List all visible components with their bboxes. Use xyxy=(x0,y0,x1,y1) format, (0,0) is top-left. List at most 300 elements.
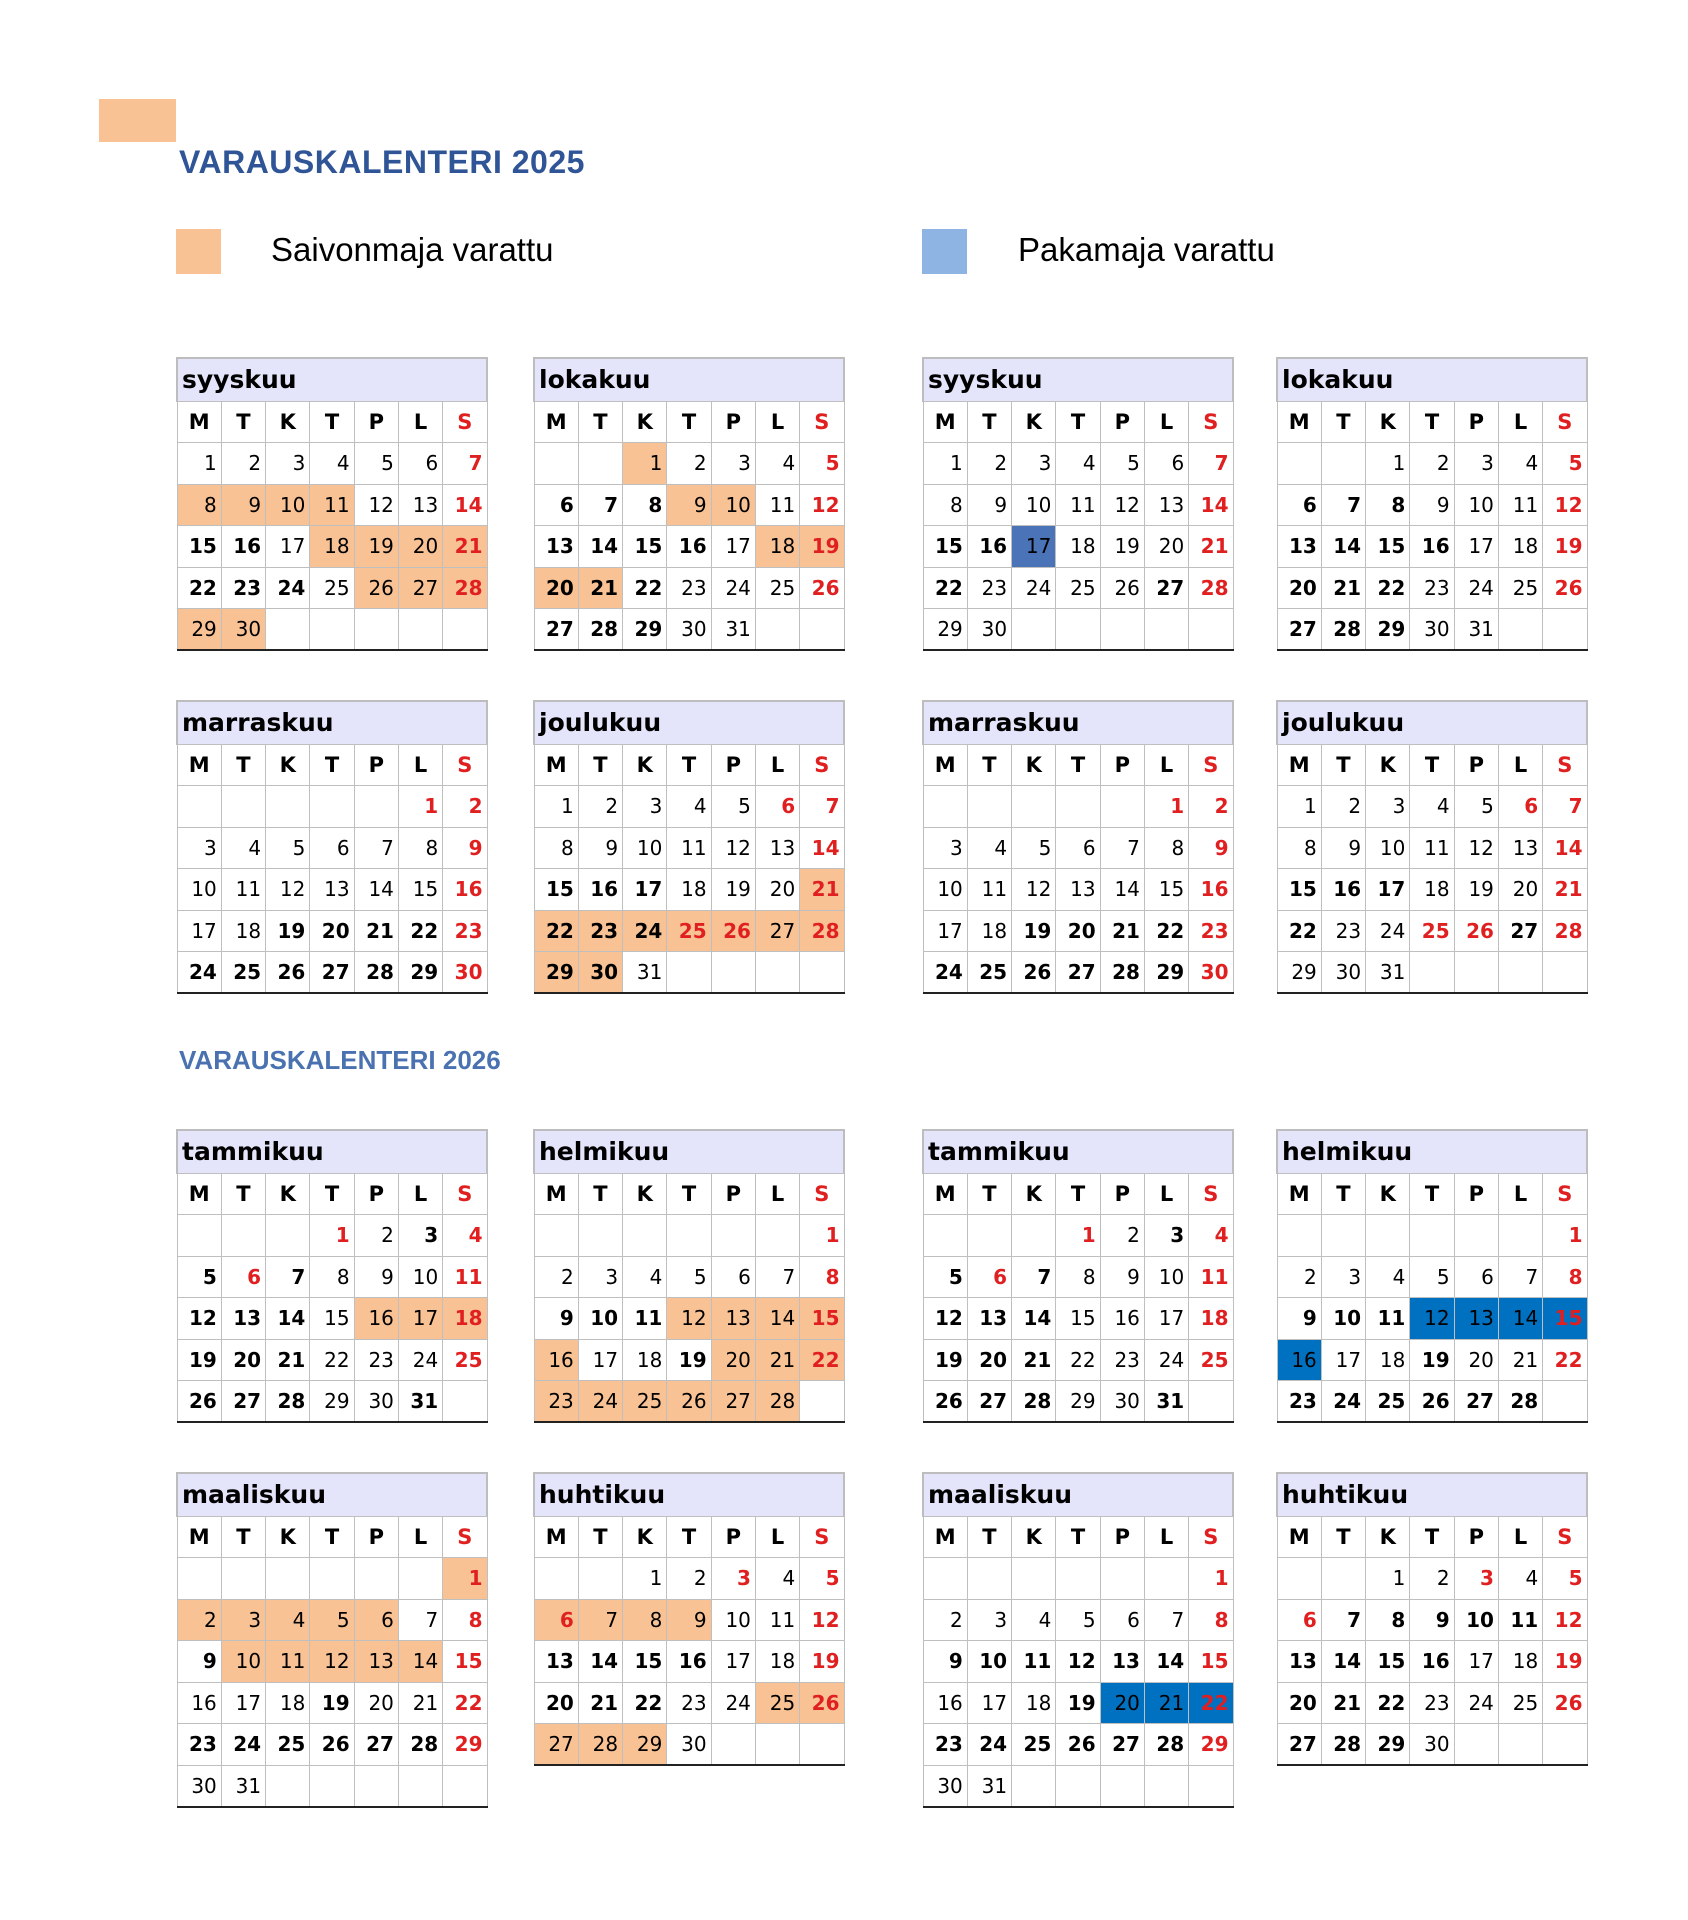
day-cell: 17 xyxy=(1144,1298,1188,1340)
day-cell: 23 xyxy=(1277,1381,1321,1423)
day-cell: 27 xyxy=(755,910,799,952)
weekday-header: K xyxy=(266,1173,310,1215)
day-cell: 5 xyxy=(1410,1256,1454,1298)
day-cell: 21 xyxy=(755,1339,799,1381)
day-cell: 17 xyxy=(398,1298,442,1340)
weekday-header: M xyxy=(177,401,221,443)
day-cell: 21 xyxy=(398,1682,442,1724)
day-cell: 7 xyxy=(800,786,844,828)
day-cell: 14 xyxy=(578,1641,622,1683)
day-cell: 3 xyxy=(711,1558,755,1600)
weekday-header: K xyxy=(1366,1173,1410,1215)
weekday-header: T xyxy=(310,1516,354,1558)
day-cell: 23 xyxy=(354,1339,398,1381)
day-cell: 16 xyxy=(221,526,265,568)
day-cell: 24 xyxy=(221,1724,265,1766)
day-cell: 5 xyxy=(1012,827,1056,869)
day-cell: 7 xyxy=(755,1256,799,1298)
day-cell: 28 xyxy=(800,910,844,952)
day-cell: 30 xyxy=(923,1765,967,1807)
day-cell: 13 xyxy=(1454,1298,1498,1340)
weekday-header: K xyxy=(266,744,310,786)
day-cell: 22 xyxy=(623,1682,667,1724)
day-cell: 26 xyxy=(354,567,398,609)
day-cell: 11 xyxy=(1189,1256,1233,1298)
day-cell: 6 xyxy=(755,786,799,828)
day-cell: 25 xyxy=(443,1339,487,1381)
day-cell: 27 xyxy=(221,1381,265,1423)
empty-cell xyxy=(398,609,442,651)
day-cell: 25 xyxy=(1410,910,1454,952)
weekday-header: K xyxy=(1012,1173,1056,1215)
day-cell: 19 xyxy=(310,1682,354,1724)
day-cell: 1 xyxy=(1366,443,1410,485)
day-cell: 27 xyxy=(1277,1724,1321,1766)
day-cell: 26 xyxy=(711,910,755,952)
day-cell: 25 xyxy=(623,1381,667,1423)
weekday-header: P xyxy=(1454,1516,1498,1558)
day-cell: 22 xyxy=(1056,1339,1100,1381)
day-cell: 13 xyxy=(1277,526,1321,568)
weekday-header: M xyxy=(923,1173,967,1215)
day-cell: 28 xyxy=(1498,1381,1542,1423)
weekday-header: P xyxy=(1454,744,1498,786)
day-cell: 5 xyxy=(667,1256,711,1298)
day-cell: 19 xyxy=(354,526,398,568)
day-cell: 21 xyxy=(1144,1682,1188,1724)
weekday-header: M xyxy=(177,744,221,786)
empty-cell xyxy=(755,1724,799,1766)
day-cell: 9 xyxy=(221,484,265,526)
day-cell: 9 xyxy=(534,1298,578,1340)
month-name: huhtikuu xyxy=(1277,1473,1587,1516)
day-cell: 10 xyxy=(1144,1256,1188,1298)
day-cell: 20 xyxy=(711,1339,755,1381)
weekday-header: T xyxy=(1410,1173,1454,1215)
day-cell: 11 xyxy=(310,484,354,526)
day-cell: 3 xyxy=(177,827,221,869)
empty-cell xyxy=(623,1215,667,1257)
month-name: syyskuu xyxy=(923,358,1233,401)
day-cell: 19 xyxy=(1543,1641,1587,1683)
weekday-header: P xyxy=(1454,1173,1498,1215)
empty-cell xyxy=(1100,786,1144,828)
weekday-header: K xyxy=(623,1173,667,1215)
weekday-header: M xyxy=(1277,744,1321,786)
weekday-header: K xyxy=(623,1516,667,1558)
day-cell: 7 xyxy=(1189,443,1233,485)
day-cell: 27 xyxy=(398,567,442,609)
day-cell: 29 xyxy=(1277,952,1321,994)
weekday-header: K xyxy=(1366,1516,1410,1558)
empty-cell xyxy=(354,609,398,651)
day-cell: 25 xyxy=(1012,1724,1056,1766)
day-cell: 18 xyxy=(310,526,354,568)
day-cell: 9 xyxy=(1189,827,1233,869)
empty-cell xyxy=(667,1215,711,1257)
day-cell: 30 xyxy=(1100,1381,1144,1423)
day-cell: 10 xyxy=(177,869,221,911)
day-cell: 3 xyxy=(1454,1558,1498,1600)
weekday-header: M xyxy=(177,1516,221,1558)
day-cell: 10 xyxy=(1454,1599,1498,1641)
day-cell: 1 xyxy=(177,443,221,485)
empty-cell xyxy=(923,786,967,828)
day-cell: 28 xyxy=(578,1724,622,1766)
day-cell: 18 xyxy=(1366,1339,1410,1381)
day-cell: 17 xyxy=(1012,526,1056,568)
empty-cell xyxy=(1366,1215,1410,1257)
day-cell: 28 xyxy=(755,1381,799,1423)
day-cell: 4 xyxy=(755,443,799,485)
day-cell: 18 xyxy=(1498,526,1542,568)
calendar-maaliskuu xyxy=(922,1472,1234,1808)
weekday-header: L xyxy=(1144,1173,1188,1215)
day-cell: 2 xyxy=(667,1558,711,1600)
day-cell: 23 xyxy=(1100,1339,1144,1381)
day-cell: 11 xyxy=(1056,484,1100,526)
day-cell: 1 xyxy=(1277,786,1321,828)
empty-cell xyxy=(1543,952,1587,994)
day-cell: 14 xyxy=(1321,526,1365,568)
day-cell: 10 xyxy=(623,827,667,869)
weekday-header: T xyxy=(1410,1516,1454,1558)
weekday-header: L xyxy=(1144,401,1188,443)
calendar-tammikuu xyxy=(922,1129,1234,1423)
day-cell: 26 xyxy=(800,567,844,609)
day-cell: 4 xyxy=(1189,1215,1233,1257)
weekday-header: K xyxy=(266,401,310,443)
day-cell: 24 xyxy=(1012,567,1056,609)
day-cell: 18 xyxy=(1012,1682,1056,1724)
day-cell: 10 xyxy=(1366,827,1410,869)
day-cell: 23 xyxy=(667,1682,711,1724)
empty-cell xyxy=(1056,609,1100,651)
day-cell: 3 xyxy=(1366,786,1410,828)
empty-cell xyxy=(1543,609,1587,651)
day-cell: 21 xyxy=(354,910,398,952)
day-cell: 20 xyxy=(534,567,578,609)
day-cell: 6 xyxy=(534,1599,578,1641)
weekday-header: P xyxy=(354,1516,398,1558)
day-cell: 29 xyxy=(177,609,221,651)
day-cell: 19 xyxy=(711,869,755,911)
day-cell: 5 xyxy=(800,1558,844,1600)
calendar-helmikuu xyxy=(533,1129,845,1423)
day-cell: 6 xyxy=(1144,443,1188,485)
empty-cell xyxy=(1012,1215,1056,1257)
day-cell: 30 xyxy=(177,1765,221,1807)
day-cell: 6 xyxy=(1056,827,1100,869)
day-cell: 18 xyxy=(1056,526,1100,568)
day-cell: 27 xyxy=(1498,910,1542,952)
day-cell: 24 xyxy=(623,910,667,952)
day-cell: 25 xyxy=(967,952,1011,994)
calendar-marraskuu xyxy=(922,700,1234,994)
weekday-header: L xyxy=(755,1173,799,1215)
weekday-header: L xyxy=(755,401,799,443)
day-cell: 5 xyxy=(1543,443,1587,485)
day-cell: 5 xyxy=(177,1256,221,1298)
day-cell: 21 xyxy=(1321,567,1365,609)
day-cell: 24 xyxy=(711,567,755,609)
weekday-header: P xyxy=(711,401,755,443)
day-cell: 20 xyxy=(1277,1682,1321,1724)
empty-cell xyxy=(1410,952,1454,994)
day-cell: 24 xyxy=(578,1381,622,1423)
day-cell: 17 xyxy=(1454,1641,1498,1683)
weekday-header: M xyxy=(923,401,967,443)
empty-cell xyxy=(1498,1724,1542,1766)
day-cell: 18 xyxy=(1498,1641,1542,1683)
day-cell: 30 xyxy=(667,609,711,651)
day-cell: 21 xyxy=(1189,526,1233,568)
empty-cell xyxy=(221,1558,265,1600)
day-cell: 24 xyxy=(1366,910,1410,952)
day-cell: 16 xyxy=(354,1298,398,1340)
day-cell: 19 xyxy=(1012,910,1056,952)
day-cell: 16 xyxy=(1321,869,1365,911)
day-cell: 2 xyxy=(1277,1256,1321,1298)
weekday-header: K xyxy=(1012,401,1056,443)
day-cell: 12 xyxy=(711,827,755,869)
day-cell: 10 xyxy=(967,1641,1011,1683)
day-cell: 3 xyxy=(967,1599,1011,1641)
day-cell: 13 xyxy=(354,1641,398,1683)
day-cell: 8 xyxy=(1543,1256,1587,1298)
day-cell: 23 xyxy=(667,567,711,609)
day-cell: 4 xyxy=(967,827,1011,869)
empty-cell xyxy=(1012,609,1056,651)
day-cell: 19 xyxy=(1454,869,1498,911)
day-cell: 21 xyxy=(1100,910,1144,952)
empty-cell xyxy=(266,1215,310,1257)
day-cell: 3 xyxy=(1454,443,1498,485)
empty-cell xyxy=(1321,1558,1365,1600)
day-cell: 28 xyxy=(1321,1724,1365,1766)
day-cell: 23 xyxy=(1189,910,1233,952)
day-cell: 23 xyxy=(923,1724,967,1766)
day-cell: 24 xyxy=(177,952,221,994)
day-cell: 29 xyxy=(398,952,442,994)
day-cell: 31 xyxy=(711,609,755,651)
day-cell: 7 xyxy=(1012,1256,1056,1298)
empty-cell xyxy=(354,786,398,828)
empty-cell xyxy=(923,1215,967,1257)
day-cell: 20 xyxy=(354,1682,398,1724)
weekday-header: M xyxy=(177,1173,221,1215)
day-cell: 25 xyxy=(221,952,265,994)
empty-cell xyxy=(266,1558,310,1600)
empty-cell xyxy=(800,1724,844,1766)
weekday-header: L xyxy=(398,1173,442,1215)
calendar-joulukuu xyxy=(533,700,845,994)
day-cell: 12 xyxy=(1543,1599,1587,1641)
weekday-header: S xyxy=(1543,1516,1587,1558)
day-cell: 11 xyxy=(967,869,1011,911)
day-cell: 19 xyxy=(177,1339,221,1381)
day-cell: 29 xyxy=(1144,952,1188,994)
day-cell: 17 xyxy=(221,1682,265,1724)
day-cell: 4 xyxy=(310,443,354,485)
day-cell: 12 xyxy=(1543,484,1587,526)
weekday-header: T xyxy=(967,1173,1011,1215)
weekday-header: S xyxy=(800,1173,844,1215)
weekday-header: L xyxy=(398,401,442,443)
day-cell: 12 xyxy=(1454,827,1498,869)
day-cell: 6 xyxy=(1277,484,1321,526)
day-cell: 23 xyxy=(967,567,1011,609)
day-cell: 8 xyxy=(1056,1256,1100,1298)
weekday-header: T xyxy=(578,744,622,786)
empty-cell xyxy=(177,1215,221,1257)
day-cell: 24 xyxy=(1321,1381,1365,1423)
day-cell: 6 xyxy=(354,1599,398,1641)
weekday-header: K xyxy=(1366,401,1410,443)
day-cell: 22 xyxy=(310,1339,354,1381)
empty-cell xyxy=(1498,952,1542,994)
day-cell: 12 xyxy=(266,869,310,911)
day-cell: 5 xyxy=(1454,786,1498,828)
day-cell: 30 xyxy=(1189,952,1233,994)
day-cell: 16 xyxy=(1410,526,1454,568)
day-cell: 29 xyxy=(310,1381,354,1423)
day-cell: 9 xyxy=(177,1641,221,1683)
day-cell: 16 xyxy=(1100,1298,1144,1340)
day-cell: 23 xyxy=(1410,567,1454,609)
weekday-header: T xyxy=(578,1173,622,1215)
day-cell: 7 xyxy=(443,443,487,485)
day-cell: 20 xyxy=(534,1682,578,1724)
day-cell: 8 xyxy=(1366,484,1410,526)
empty-cell xyxy=(1100,1558,1144,1600)
day-cell: 6 xyxy=(1277,1599,1321,1641)
day-cell: 27 xyxy=(711,1381,755,1423)
day-cell: 23 xyxy=(1410,1682,1454,1724)
day-cell: 18 xyxy=(755,526,799,568)
weekday-header: K xyxy=(266,1516,310,1558)
day-cell: 30 xyxy=(667,1724,711,1766)
day-cell: 27 xyxy=(310,952,354,994)
empty-cell xyxy=(1056,1558,1100,1600)
weekday-header: P xyxy=(711,1173,755,1215)
day-cell: 13 xyxy=(755,827,799,869)
empty-cell xyxy=(1543,1381,1587,1423)
day-cell: 9 xyxy=(1277,1298,1321,1340)
weekday-header: L xyxy=(1498,1516,1542,1558)
day-cell: 15 xyxy=(1277,869,1321,911)
weekday-header: K xyxy=(1366,744,1410,786)
month-name: tammikuu xyxy=(177,1130,487,1173)
empty-cell xyxy=(800,1381,844,1423)
weekday-header: T xyxy=(578,1516,622,1558)
day-cell: 1 xyxy=(1189,1558,1233,1600)
day-cell: 8 xyxy=(310,1256,354,1298)
day-cell: 19 xyxy=(266,910,310,952)
day-cell: 12 xyxy=(1100,484,1144,526)
day-cell: 15 xyxy=(623,1641,667,1683)
month-name: helmikuu xyxy=(1277,1130,1587,1173)
empty-cell xyxy=(967,786,1011,828)
weekday-header: T xyxy=(967,401,1011,443)
day-cell: 10 xyxy=(1454,484,1498,526)
day-cell: 1 xyxy=(398,786,442,828)
legend-swatch-saivonmaja xyxy=(176,229,221,274)
day-cell: 9 xyxy=(443,827,487,869)
day-cell: 7 xyxy=(1144,1599,1188,1641)
weekday-header: T xyxy=(221,1173,265,1215)
weekday-header: T xyxy=(310,401,354,443)
month-name: marraskuu xyxy=(177,701,487,744)
day-cell: 18 xyxy=(1189,1298,1233,1340)
day-cell: 15 xyxy=(1366,1641,1410,1683)
weekday-header: L xyxy=(1498,1173,1542,1215)
empty-cell xyxy=(221,1215,265,1257)
calendar-huhtikuu xyxy=(1276,1472,1588,1766)
day-cell: 25 xyxy=(1366,1381,1410,1423)
day-cell: 22 xyxy=(1277,910,1321,952)
day-cell: 25 xyxy=(1498,567,1542,609)
day-cell: 22 xyxy=(443,1682,487,1724)
day-cell: 9 xyxy=(923,1641,967,1683)
empty-cell xyxy=(310,609,354,651)
day-cell: 28 xyxy=(1543,910,1587,952)
day-cell: 2 xyxy=(578,786,622,828)
day-cell: 7 xyxy=(1543,786,1587,828)
day-cell: 14 xyxy=(1543,827,1587,869)
empty-cell xyxy=(967,1558,1011,1600)
day-cell: 10 xyxy=(1321,1298,1365,1340)
weekday-header: T xyxy=(667,401,711,443)
empty-cell xyxy=(1100,609,1144,651)
empty-cell xyxy=(755,609,799,651)
day-cell: 21 xyxy=(266,1339,310,1381)
day-cell: 20 xyxy=(398,526,442,568)
weekday-header: L xyxy=(1144,1516,1188,1558)
day-cell: 31 xyxy=(967,1765,1011,1807)
calendar-marraskuu xyxy=(176,700,488,994)
day-cell: 14 xyxy=(1321,1641,1365,1683)
weekday-header: M xyxy=(1277,1516,1321,1558)
empty-cell xyxy=(578,1558,622,1600)
weekday-header: S xyxy=(800,1516,844,1558)
day-cell: 31 xyxy=(1454,609,1498,651)
day-cell: 8 xyxy=(1189,1599,1233,1641)
empty-cell xyxy=(711,1215,755,1257)
empty-cell xyxy=(1012,1558,1056,1600)
day-cell: 26 xyxy=(310,1724,354,1766)
calendar-syyskuu xyxy=(922,357,1234,651)
day-cell: 19 xyxy=(923,1339,967,1381)
day-cell: 2 xyxy=(221,443,265,485)
day-cell: 5 xyxy=(1056,1599,1100,1641)
weekday-header: K xyxy=(623,744,667,786)
day-cell: 10 xyxy=(923,869,967,911)
day-cell: 9 xyxy=(578,827,622,869)
weekday-header: S xyxy=(800,744,844,786)
day-cell: 8 xyxy=(177,484,221,526)
day-cell: 3 xyxy=(221,1599,265,1641)
day-cell: 12 xyxy=(667,1298,711,1340)
day-cell: 24 xyxy=(1454,567,1498,609)
day-cell: 28 xyxy=(1012,1381,1056,1423)
empty-cell xyxy=(354,1558,398,1600)
empty-cell xyxy=(967,1215,1011,1257)
month-name: joulukuu xyxy=(1277,701,1587,744)
day-cell: 13 xyxy=(310,869,354,911)
day-cell: 27 xyxy=(354,1724,398,1766)
day-cell: 18 xyxy=(1410,869,1454,911)
